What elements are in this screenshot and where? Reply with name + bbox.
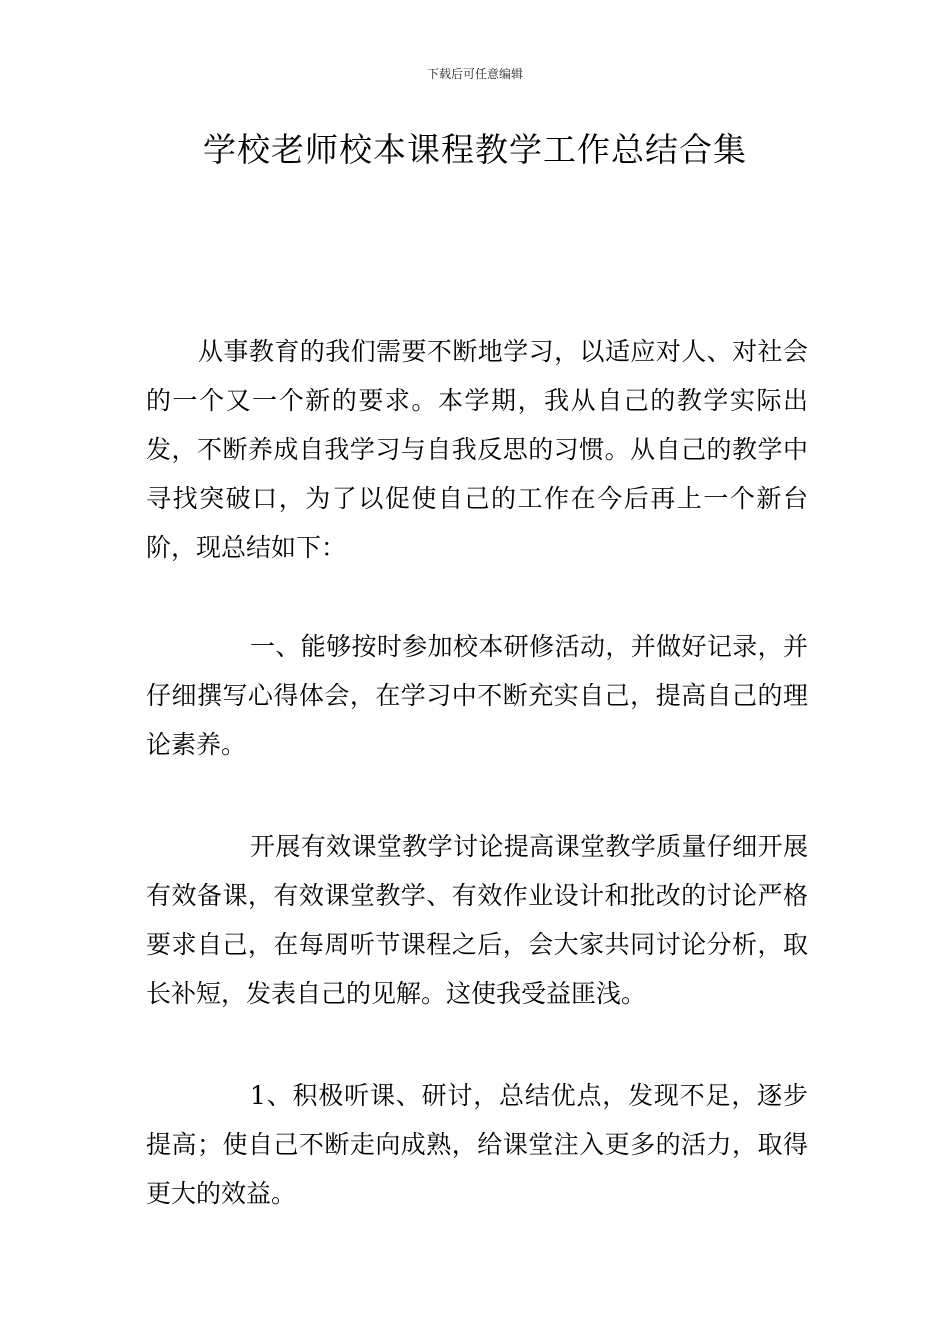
paragraph-item-one: 1、积极听课、研讨，总结优点，发现不足，逐步提高；使自己不断走向成熟，给课堂注入更多的活力，取得更大的效益。 (146, 1081, 808, 1208)
document-title: 学校老师校本课程教学工作总结合集 (203, 130, 747, 169)
paragraph-effective-teaching: 开展有效课堂教学讨论提高课堂教学质量仔细开展有效备课，有效课堂教学、有效作业设计和批改的讨论严格要求自己，在每周听节课程之后，会大家共同讨论分析，取长补短，发表自己的见解。这使我受益匪浅。 (146, 832, 808, 1008)
paragraph-section-one: 一、能够按时参加校本研修活动，并做好记录，并仔细撰写心得体会，在学习中不断充实自己，提高自己的理论素养。 (146, 632, 808, 759)
header-note: 下载后可任意编辑 (426, 67, 523, 81)
paragraph-intro: 从事教育的我们需要不断地学习，以适应对人、对社会的一个又一个新的要求。本学期，我从自己的教学实际出发，不断养成自我学习与自我反思的习惯。从自己的教学中寻找突破口，为了以促使自己的工作在今后再上一个新台阶，现总结如下： (146, 337, 808, 562)
